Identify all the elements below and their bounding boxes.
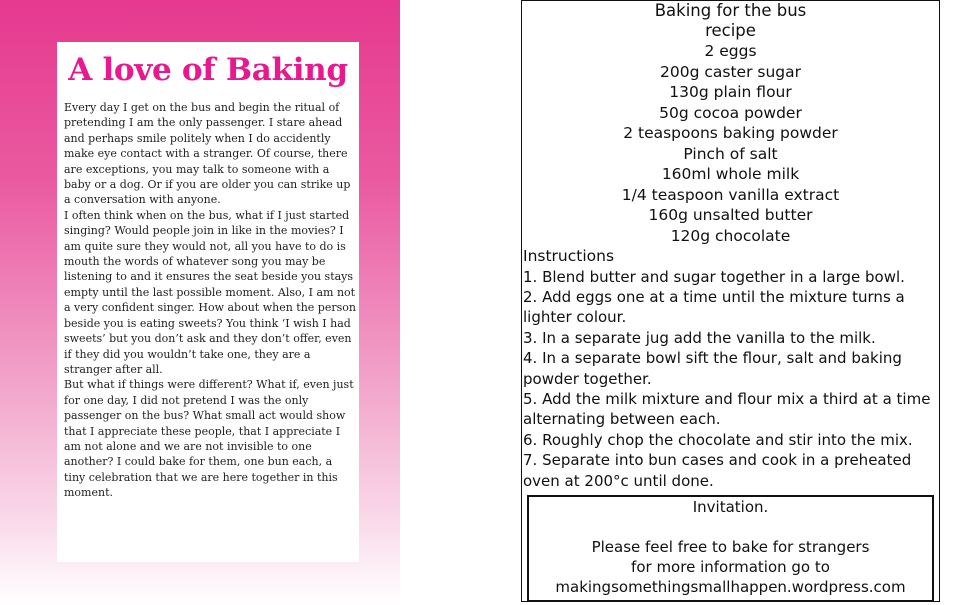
invitation-title: Invitation.: [692, 498, 769, 516]
instructions-heading: Instructions: [523, 247, 615, 265]
recipe-subtitle: recipe: [705, 21, 756, 40]
story-paragraph: I often think when on the bus, what if I just started singing? Would people join in like in the movies? I am quite sure they would not, all you have to do is mouth the words of whatever song you may be listening to and it ensures the seat beside you stays empty until the last possible moment. Also, I am not a very confident singer. How about when the person beside you is eating sweets? You think ‘I wish I had sweets’ but you don’t ask and they don’t offer, even if they did you wouldn’t take one, they are a stranger after all.: [64, 208, 356, 376]
instructions-list: [522, 267, 939, 491]
invitation-text: Please feel free to bake for strangers: [591, 538, 870, 556]
ingredient-item: 200g caster sugar: [660, 62, 801, 81]
recipe-card: [521, 0, 940, 602]
story-body: [64, 100, 356, 501]
ingredients-list: [522, 41, 939, 246]
ingredient-item: 50g cocoa powder: [659, 103, 802, 122]
instruction-step: 5. Add the milk mixture and flour mix a third at a time alternating between each.: [523, 389, 931, 429]
story-paragraph: Every day I get on the bus and begin the ritual of pretending I am the only passenger. I stare ahead and perhaps smile politely when I do accidently make eye contact with a stranger. Of course, there are exceptions, you may talk to someone with a baby or a dog. Or if you are older you can strike up a conversation with anyone.: [64, 101, 351, 207]
ingredient-item: 120g chocolate: [670, 226, 791, 245]
instruction-step: 3. In a separate jug add the vanilla to the milk.: [523, 328, 876, 347]
story-card: [0, 0, 400, 605]
instruction-step: 7. Separate into bun cases and cook in a preheated oven at 200°c until done.: [523, 451, 912, 490]
invitation-website: makingsomethingsmallhappen.wordpress.com: [555, 578, 906, 596]
instruction-step: 1. Blend butter and sugar together in a large bowl.: [523, 267, 905, 286]
instruction-step: 4. In a separate bowl sift the flour, salt and baking powder together.: [523, 349, 902, 388]
ingredient-item: 1/4 teaspoon vanilla extract: [621, 185, 840, 204]
ingredient-item: 2 teaspoons baking powder: [623, 124, 838, 142]
ingredient-item: 160ml whole milk: [661, 165, 800, 183]
ingredient-item: 130g plain flour: [669, 83, 792, 101]
story-paragraph: But what if things were different? What if, even just for one day, I did not pretend I was the only passenger on the bus? What small act would show that I appreciate these people, that I appreciate I am not alone and we are not invisible to one another? I could bake for them, one bun each, a tiny celebration that we are here together in this moment.: [64, 378, 354, 500]
story-title: A love of Baking: [68, 52, 348, 88]
ingredient-item: 2 eggs: [704, 42, 757, 60]
instruction-step: 6. Roughly chop the chocolate and stir into the mix.: [523, 430, 913, 449]
instruction-step: 2. Add eggs one at a time until the mixture turns a lighter colour.: [523, 287, 905, 327]
invitation-box: [527, 495, 934, 602]
ingredient-item: Pinch of salt: [683, 144, 778, 163]
recipe-title: Baking for the bus: [654, 1, 807, 20]
invitation-text: for more information go to: [631, 558, 830, 576]
ingredient-item: 160g unsalted butter: [648, 206, 813, 224]
story-panel: [57, 42, 359, 562]
